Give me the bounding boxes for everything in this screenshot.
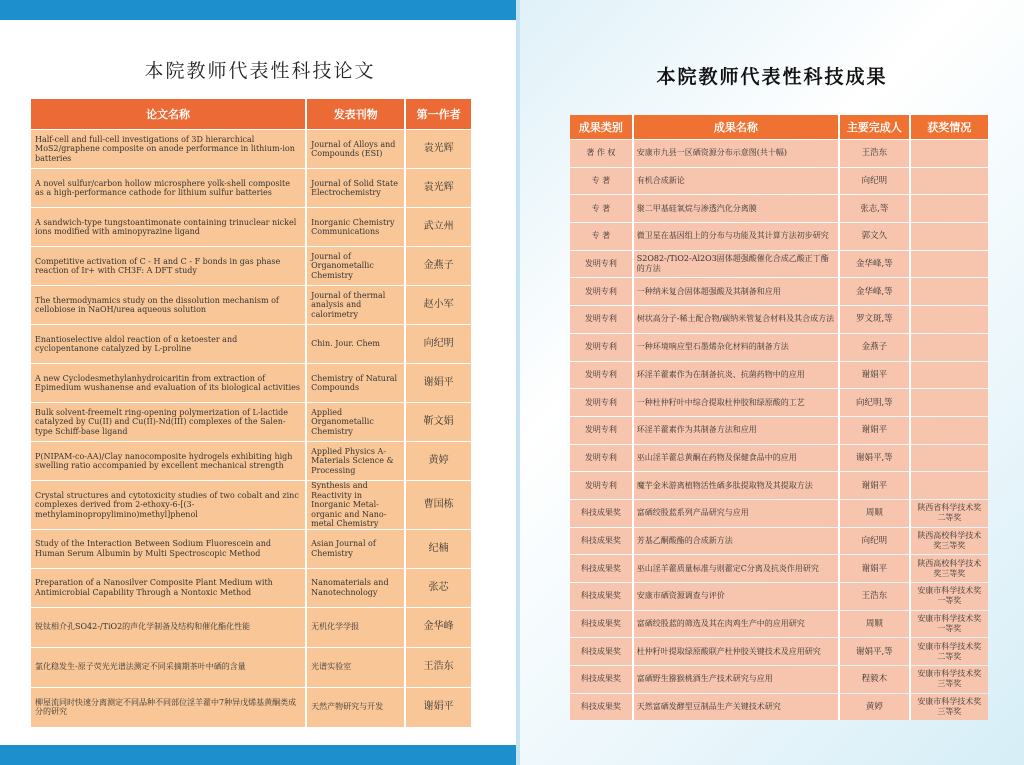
result-award: 陕西高校科学技术奖三等奖 bbox=[911, 555, 988, 582]
result-category: 科技成果奖 bbox=[570, 611, 634, 638]
paper-author: 武立州 bbox=[406, 208, 471, 246]
paper-row bbox=[31, 286, 471, 324]
paper-title: The thermodynamics study on the dissolution mechanism of cellobiose in NaOH/urea aqueous solution bbox=[31, 286, 307, 324]
result-category: 发明专利 bbox=[570, 417, 634, 444]
result-category: 科技成果奖 bbox=[570, 555, 634, 582]
result-person: 谢娟平,等 bbox=[840, 445, 911, 472]
result-row bbox=[570, 223, 988, 250]
result-person: 向纪明 bbox=[840, 528, 911, 555]
paper-row bbox=[31, 130, 471, 168]
results-title: 本院教师代表性科技成果 bbox=[656, 66, 888, 88]
paper-author: 张芯 bbox=[406, 569, 471, 607]
result-row bbox=[570, 168, 988, 195]
result-name: 微卫星在基因组上的分布与功能及其计算方法初步研究 bbox=[634, 223, 840, 250]
paper-journal: Asian Journal of Chemistry bbox=[307, 530, 406, 568]
paper-row bbox=[31, 608, 471, 647]
result-row bbox=[570, 362, 988, 389]
paper-journal: Journal of Organometallic Chemistry bbox=[307, 247, 406, 285]
result-name: 安康市九县一区硒资源分布示意图(共十幅) bbox=[634, 140, 840, 167]
result-name: 聚二甲基硅氧烷与渗透汽化分离膜 bbox=[634, 195, 840, 222]
result-category: 专 著 bbox=[570, 223, 634, 250]
papers-title: 本院教师代表性科技论文 bbox=[144, 60, 376, 82]
result-award: 安康市科学技术奖一等奖 bbox=[911, 611, 988, 638]
paper-row bbox=[31, 208, 471, 246]
result-name: 天然富硒发酵型豆制品生产关键技术研究 bbox=[634, 694, 840, 721]
paper-title: A novel sulfur/carbon hollow microsphere yolk-shell composite as a high-performance cathode for lithium sulfur batteries bbox=[31, 169, 307, 207]
result-award: 安康市科学技术奖三等奖 bbox=[911, 694, 988, 721]
result-name: 巫山淫羊藿总黄酮在药物及保健食品中的应用 bbox=[634, 445, 840, 472]
result-award bbox=[911, 417, 988, 444]
top-blue-bar bbox=[0, 0, 518, 20]
result-row bbox=[570, 417, 988, 444]
result-category: 科技成果奖 bbox=[570, 500, 634, 527]
result-person: 郭文久 bbox=[840, 223, 911, 250]
paper-journal: 天然产物研究与开发 bbox=[307, 688, 406, 727]
result-award bbox=[911, 168, 988, 195]
paper-row bbox=[31, 247, 471, 285]
paper-journal: Inorganic Chemistry Communications bbox=[307, 208, 406, 246]
paper-journal: Synthesis and Reactivity in Inorganic Metal-organic and Nano-metal Chemistry bbox=[307, 481, 406, 529]
paper-title: A sandwich-type tungstoantimonate containing trinuclear nickel ions modified with aminopyrazine ligand bbox=[31, 208, 307, 246]
paper-title: Competitive activation of C - H and C - F bonds in gas phase reaction of Ir+ with CH3F: A DFT study bbox=[31, 247, 307, 285]
paper-author: 袁光辉 bbox=[406, 169, 471, 207]
result-category: 发明专利 bbox=[570, 278, 634, 305]
result-row bbox=[570, 195, 988, 222]
paper-title: Preparation of a Nanosilver Composite Plant Medium with Antimicrobial Capability Through a Nontoxic Method bbox=[31, 569, 307, 607]
paper-row bbox=[31, 481, 471, 529]
result-award bbox=[911, 278, 988, 305]
result-award bbox=[911, 389, 988, 416]
results-header-row bbox=[570, 115, 988, 139]
result-category: 著 作 权 bbox=[570, 140, 634, 167]
header-paper-name: 论文名称 bbox=[31, 99, 307, 129]
paper-journal: Applied Physics A-Materials Science & Processing bbox=[307, 442, 406, 480]
paper-title: 氯化稳发生-原子荧光光谱法测定不同采摘期茶叶中硒的含量 bbox=[31, 648, 307, 687]
result-award bbox=[911, 306, 988, 333]
paper-row bbox=[31, 648, 471, 687]
result-name: 巫山淫羊藿质量标准与则藿定C分离及抗炎作用研究 bbox=[634, 555, 840, 582]
result-name: 环淫羊藿素作为其制备方法和应用 bbox=[634, 417, 840, 444]
result-name: 杜仲籽叶提取绿原酸联产杜仲胶关键技术及应用研究 bbox=[634, 638, 840, 665]
bottom-blue-bar bbox=[0, 745, 520, 765]
result-category: 发明专利 bbox=[570, 334, 634, 361]
result-category: 发明专利 bbox=[570, 389, 634, 416]
result-row bbox=[570, 583, 988, 610]
result-row bbox=[570, 445, 988, 472]
result-name: 树状高分子-稀土配合物/碳纳米管复合材料及其合成方法 bbox=[634, 306, 840, 333]
result-name: 富硒野生猕猴桃酒生产技术研究与应用 bbox=[634, 666, 840, 693]
paper-journal: Chemistry of Natural Compounds bbox=[307, 364, 406, 402]
paper-author: 向纪明 bbox=[406, 325, 471, 363]
result-person: 金华峰,等 bbox=[840, 251, 911, 278]
paper-row bbox=[31, 569, 471, 607]
result-row bbox=[570, 528, 988, 555]
result-person: 金燕子 bbox=[840, 334, 911, 361]
result-name: 有机合成新论 bbox=[634, 168, 840, 195]
paper-title: Crystal structures and cytotoxicity studies of two cobalt and zinc complexes derived from 2-ethoxy-6-[(3-methylaminopropylimino)methyl]phenol bbox=[31, 481, 307, 529]
header-category: 成果类别 bbox=[570, 115, 634, 139]
paper-row bbox=[31, 364, 471, 402]
result-category: 科技成果奖 bbox=[570, 666, 634, 693]
paper-journal: 光谱实验室 bbox=[307, 648, 406, 687]
result-person: 谢娟平 bbox=[840, 555, 911, 582]
paper-row bbox=[31, 442, 471, 480]
paper-author: 黄婷 bbox=[406, 442, 471, 480]
result-row bbox=[570, 500, 988, 527]
result-category: 专 著 bbox=[570, 168, 634, 195]
result-award bbox=[911, 445, 988, 472]
result-person: 向纪明 bbox=[840, 168, 911, 195]
paper-title: P(NIPAM-co-AA)/Clay nanocomposite hydrogels exhibiting high swelling ratio accompanied by excellent mechanical strength bbox=[31, 442, 307, 480]
paper-author: 谢娟平 bbox=[406, 688, 471, 727]
paper-title: Study of the Interaction Between Sodium Fluorescein and Human Serum Albumin by Multi Spectroscopic Method bbox=[31, 530, 307, 568]
result-row bbox=[570, 555, 988, 582]
result-category: 发明专利 bbox=[570, 306, 634, 333]
result-row bbox=[570, 638, 988, 665]
papers-table bbox=[31, 98, 471, 728]
result-name: 芳基乙酮酸酯的合成新方法 bbox=[634, 528, 840, 555]
result-person: 向纪明,等 bbox=[840, 389, 911, 416]
result-award bbox=[911, 362, 988, 389]
paper-title: 锐钛相介孔SO42-/TiO2的声化学制备及结构和催化酯化性能 bbox=[31, 608, 307, 647]
result-award bbox=[911, 251, 988, 278]
header-journal: 发表刊物 bbox=[307, 99, 406, 129]
result-person: 周顺 bbox=[840, 611, 911, 638]
paper-title: 柳屋流同时快速分离测定不同品种不同部位淫羊藿中7种异戊烯基黄酮类成分的研究 bbox=[31, 688, 307, 727]
result-category: 专 著 bbox=[570, 195, 634, 222]
result-award bbox=[911, 195, 988, 222]
result-award bbox=[911, 140, 988, 167]
result-name: 一种纳米复合固体超强酸及其制备和应用 bbox=[634, 278, 840, 305]
paper-row bbox=[31, 530, 471, 568]
paper-journal: Journal of Solid State Electrochemistry bbox=[307, 169, 406, 207]
paper-author: 曹国栋 bbox=[406, 481, 471, 529]
result-row bbox=[570, 278, 988, 305]
result-person: 张志,等 bbox=[840, 195, 911, 222]
paper-author: 金燕子 bbox=[406, 247, 471, 285]
result-person: 王浩东 bbox=[840, 583, 911, 610]
result-row bbox=[570, 306, 988, 333]
result-award: 安康市科学技术奖一等奖 bbox=[911, 583, 988, 610]
result-person: 黄婷 bbox=[840, 694, 911, 721]
result-category: 科技成果奖 bbox=[570, 638, 634, 665]
result-row bbox=[570, 251, 988, 278]
result-row bbox=[570, 389, 988, 416]
result-category: 科技成果奖 bbox=[570, 583, 634, 610]
paper-journal: Journal of Alloys and Compounds (ESI) bbox=[307, 130, 406, 168]
result-person: 金华峰,等 bbox=[840, 278, 911, 305]
papers-header-row bbox=[31, 99, 471, 129]
right-page bbox=[520, 0, 1024, 765]
paper-row bbox=[31, 169, 471, 207]
result-person: 周顺 bbox=[840, 500, 911, 527]
paper-author: 赵小军 bbox=[406, 286, 471, 324]
result-category: 科技成果奖 bbox=[570, 528, 634, 555]
result-category: 发明专利 bbox=[570, 472, 634, 499]
paper-journal: Applied Organometallic Chemistry bbox=[307, 403, 406, 441]
result-name: 富硒绞股蓝系列产品研究与应用 bbox=[634, 500, 840, 527]
result-name: 一种环境响应型石墨烯杂化材料的制备方法 bbox=[634, 334, 840, 361]
result-person: 罗文斑,等 bbox=[840, 306, 911, 333]
paper-row bbox=[31, 403, 471, 441]
paper-row bbox=[31, 325, 471, 363]
result-name: 富硒绞股蓝的筛选及其在肉鸡生产中的应用研究 bbox=[634, 611, 840, 638]
result-row bbox=[570, 472, 988, 499]
paper-author: 纪楠 bbox=[406, 530, 471, 568]
result-award bbox=[911, 472, 988, 499]
result-category: 发明专利 bbox=[570, 251, 634, 278]
paper-title: Enantioselective aldol reaction of α ketoester and cyclopentanone catalyzed by L-proline bbox=[31, 325, 307, 363]
result-category: 发明专利 bbox=[570, 362, 634, 389]
result-award: 安康市科学技术奖二等奖 bbox=[911, 638, 988, 665]
result-person: 谢娟平 bbox=[840, 472, 911, 499]
result-row bbox=[570, 334, 988, 361]
paper-author: 金华峰 bbox=[406, 608, 471, 647]
paper-author: 袁光辉 bbox=[406, 130, 471, 168]
result-category: 科技成果奖 bbox=[570, 694, 634, 721]
paper-title: Bulk solvent-freemelt ring-opening polymerization of L-lactide catalyzed by Cu(II) and Cu(II)-Nd(III) complexes of the Salen-type Schiff-base ligand bbox=[31, 403, 307, 441]
result-award: 安康市科学技术奖三等奖 bbox=[911, 666, 988, 693]
paper-author: 谢娟平 bbox=[406, 364, 471, 402]
paper-row bbox=[31, 688, 471, 727]
results-table bbox=[570, 114, 988, 721]
paper-journal: Nanomaterials and Nanotechnology bbox=[307, 569, 406, 607]
result-row bbox=[570, 666, 988, 693]
paper-title: A new Cyclodesmethylanhydroicaritin from extraction of Epimedium wushanense and evaluation of its biological activities bbox=[31, 364, 307, 402]
result-person: 谢娟平 bbox=[840, 417, 911, 444]
paper-journal: 无机化学学报 bbox=[307, 608, 406, 647]
result-name: 环淫羊藿素作为在制备抗炎、抗菌药物中的应用 bbox=[634, 362, 840, 389]
result-award bbox=[911, 334, 988, 361]
header-first-author: 第一作者 bbox=[406, 99, 471, 129]
result-category: 发明专利 bbox=[570, 445, 634, 472]
result-award: 陕西高校科学技术奖三等奖 bbox=[911, 528, 988, 555]
result-row bbox=[570, 694, 988, 721]
paper-journal: Chin. Jour. Chem bbox=[307, 325, 406, 363]
header-main-person: 主要完成人 bbox=[840, 115, 911, 139]
paper-title: Half-cell and full-cell investigations of 3D hierarchical MoS2/graphene composite on anode performance in lithium-ion batteries bbox=[31, 130, 307, 168]
result-name: 魔芋金米游离植物活性硒多肽提取物及其提取方法 bbox=[634, 472, 840, 499]
result-name: 安康市硒资源调查与评价 bbox=[634, 583, 840, 610]
result-row bbox=[570, 611, 988, 638]
result-name: 一种杜仲籽叶中综合提取杜仲胶和绿原酸的工艺 bbox=[634, 389, 840, 416]
result-award: 陕西省科学技术奖二等奖 bbox=[911, 500, 988, 527]
result-row bbox=[570, 140, 988, 167]
result-person: 谢娟平 bbox=[840, 362, 911, 389]
result-person: 谢娟平,等 bbox=[840, 638, 911, 665]
paper-author: 王浩东 bbox=[406, 648, 471, 687]
result-name: S2O82-/TiO2-Al2O3固体超强酸催化合成乙酸正丁酯的方法 bbox=[634, 251, 840, 278]
header-result-name: 成果名称 bbox=[634, 115, 840, 139]
result-award bbox=[911, 223, 988, 250]
result-person: 王浩东 bbox=[840, 140, 911, 167]
paper-author: 靳文娟 bbox=[406, 403, 471, 441]
paper-journal: Journal of thermal analysis and calorimetry bbox=[307, 286, 406, 324]
header-award: 获奖情况 bbox=[911, 115, 988, 139]
result-person: 程毅木 bbox=[840, 666, 911, 693]
